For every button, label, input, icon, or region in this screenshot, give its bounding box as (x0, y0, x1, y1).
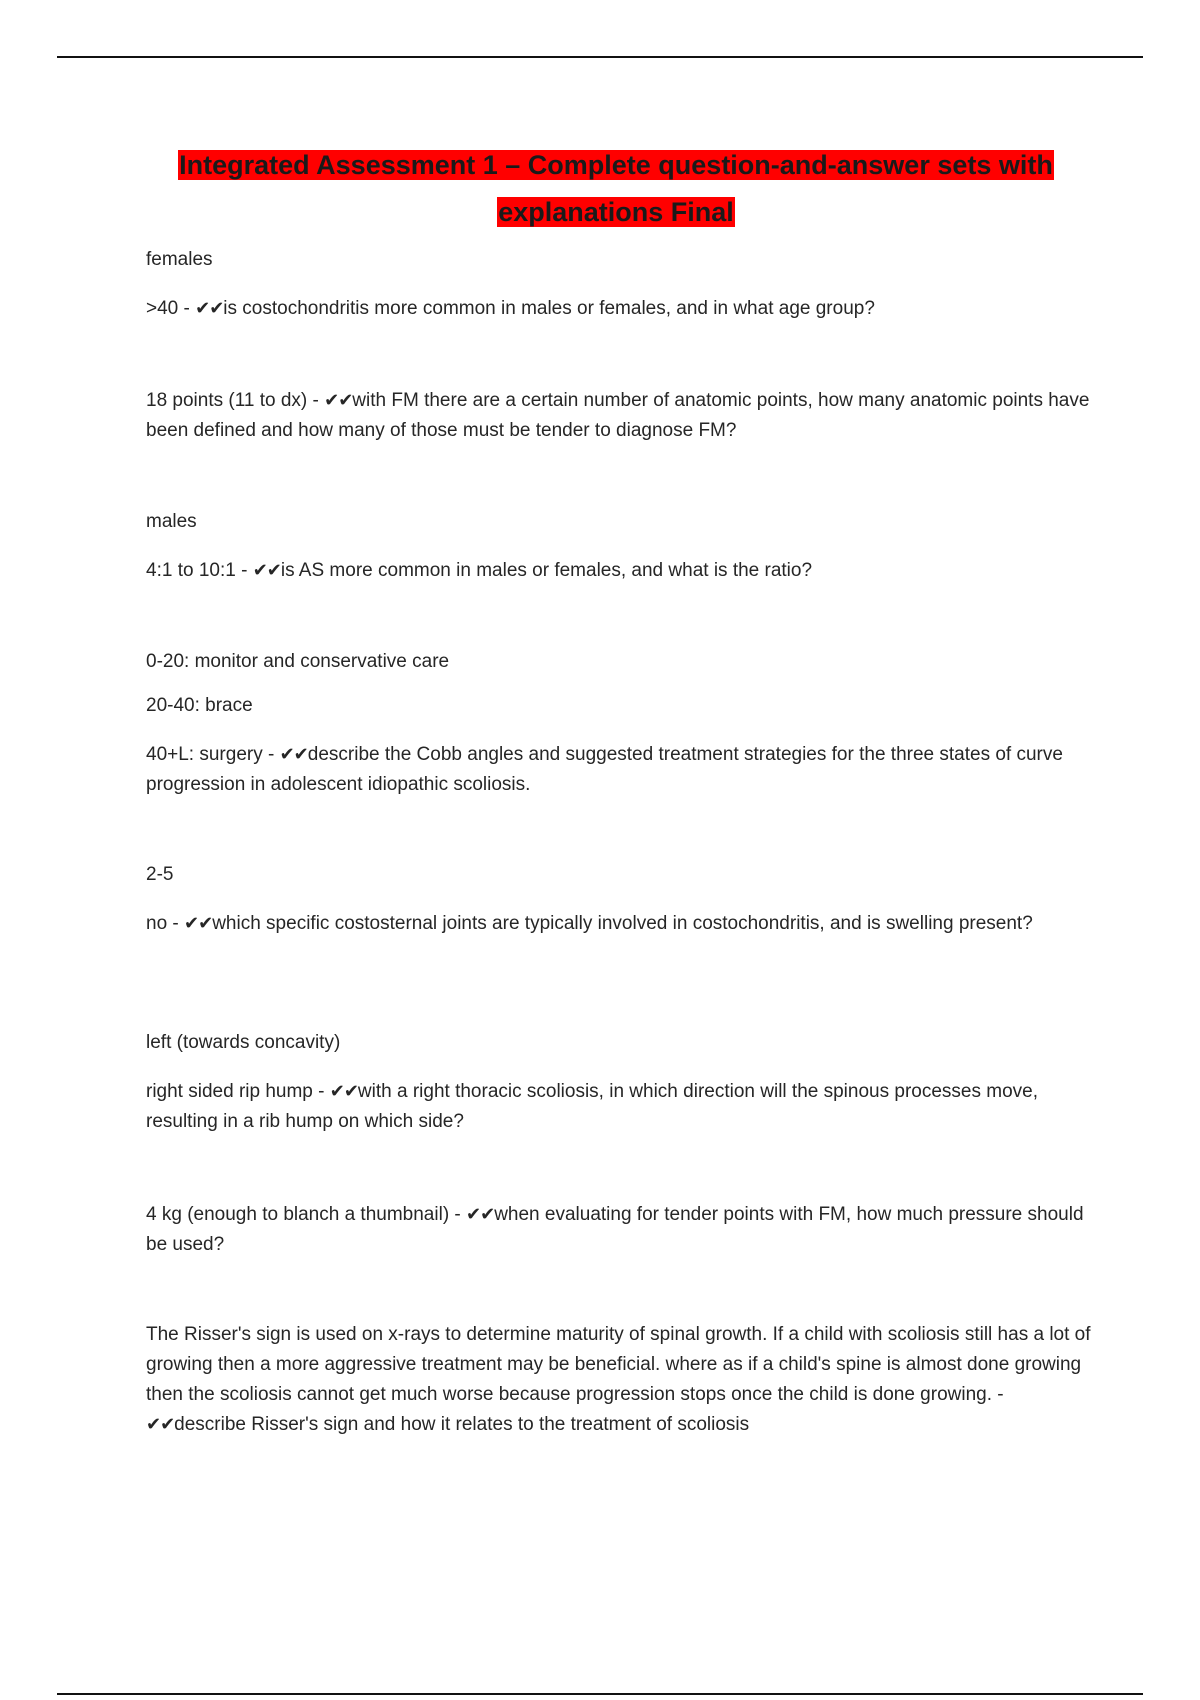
double-check-icon: ✔✔ (466, 1204, 495, 1225)
double-check-icon: ✔✔ (279, 744, 308, 765)
question-line: which specific costosternal joints are typically involved in costochondritis, and is swelling present? (212, 913, 1033, 934)
double-check-icon: ✔✔ (146, 1414, 175, 1435)
answer-line: 4:1 to 10:1 - (146, 560, 253, 581)
answer-line: 2-5 (146, 864, 174, 885)
double-check-icon: ✔✔ (184, 913, 213, 934)
answer-line: 20-40: brace (146, 695, 253, 716)
answer-text (146, 691, 1096, 721)
double-check-icon: ✔✔ (195, 298, 224, 319)
answer-line: no - (146, 913, 185, 934)
answer-line: 40+L: surgery - (146, 744, 280, 765)
question-line: with FM there are a certain number of anatomic points, how many anatomic points have been defined and how many of those must be tender to diagnose FM? (146, 390, 1090, 441)
answer-text (146, 245, 1096, 275)
qa-pair (146, 556, 1096, 586)
answer-text (146, 1028, 1096, 1058)
answer-line: 0-20: monitor and conservative care (146, 651, 450, 672)
answer-line: >40 - (146, 298, 196, 319)
answer-text (146, 860, 1096, 890)
double-check-icon: ✔✔ (252, 560, 281, 581)
qa-pair (146, 1200, 1096, 1260)
qa-pair (146, 740, 1096, 800)
answer-line: left (towards concavity) (146, 1032, 341, 1053)
qa-pair (146, 386, 1096, 446)
question-line: with a right thoracic scoliosis, in which direction will the spinous processes move, resulting in a rib hump on which side? (146, 1081, 1038, 1132)
double-check-icon: ✔✔ (324, 390, 353, 411)
answer-line: females (146, 249, 213, 270)
title-block (146, 144, 1086, 238)
question-line: is costochondritis more common in males or females, and in what age group? (223, 298, 875, 319)
question-line: is AS more common in males or females, and what is the ratio? (280, 560, 813, 581)
question-line: when evaluating for tender points with FM, how much pressure should be used? (146, 1204, 1084, 1255)
answer-line: 4 kg (enough to blanch a thumbnail) - (146, 1204, 467, 1225)
qa-pair (146, 909, 1096, 939)
question-line: describe Risser's sign and how it relates to the treatment of scoliosis (174, 1414, 750, 1435)
answer-line: males (146, 511, 197, 532)
qa-pair (146, 1320, 1096, 1440)
double-check-icon: ✔✔ (329, 1081, 358, 1102)
qa-pair (146, 1077, 1096, 1137)
bottom-rule (57, 1693, 1143, 1695)
question-line: describe the Cobb angles and suggested treatment strategies for the three states of curve progression in adolescent idiopathic scoliosis. (146, 744, 1063, 795)
qa-pair (146, 294, 1096, 324)
top-rule (57, 56, 1143, 58)
answer-line: right sided rip hump - (146, 1081, 330, 1102)
answer-line: 18 points (11 to dx) - (146, 390, 325, 411)
answer-text (146, 647, 1096, 677)
answer-line: The Risser's sign is used on x-rays to determine maturity of spinal growth. If a child with scoliosis still has a lot of growing then a more aggressive treatment may be beneficial. where as if a child's spine is almost done growing then the scoliosis cannot get much worse because progression stops once the child is done growing. - (146, 1324, 1091, 1405)
answer-text (146, 507, 1096, 537)
page-title: Integrated Assessment 1 – Complete question-and-answer sets with explanations Final (179, 150, 1053, 227)
